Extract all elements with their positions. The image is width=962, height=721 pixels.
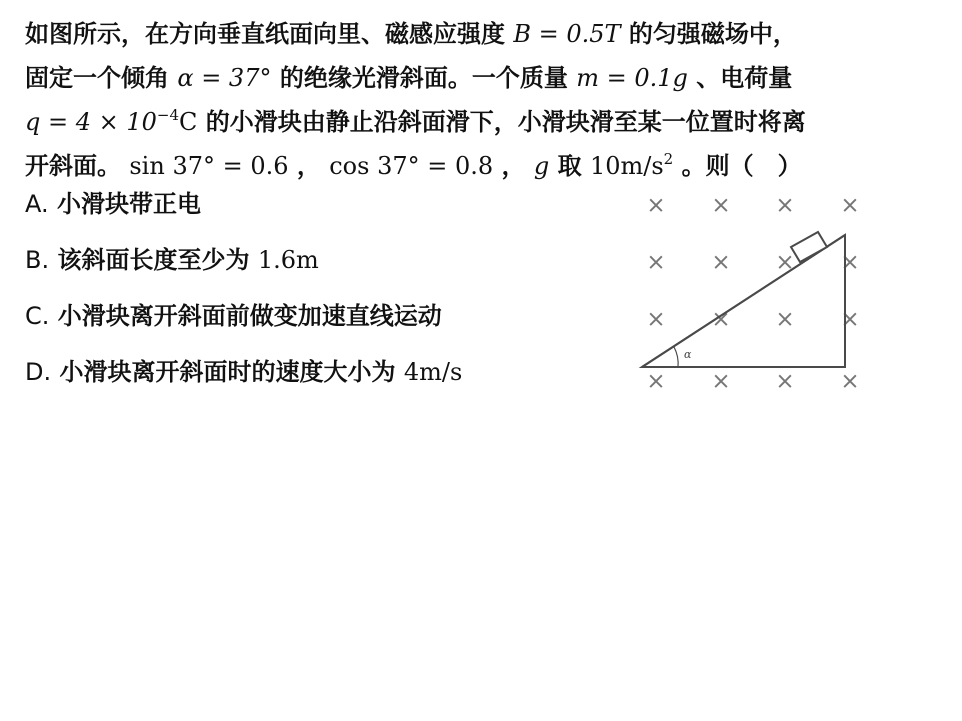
question-line-3 (25, 100, 945, 144)
field-x-icon: × (711, 192, 731, 219)
angle-label: α (684, 348, 692, 361)
sine-expression: sin 37° = 0.6 (129, 152, 289, 180)
question-text: 、电荷量 (696, 63, 793, 92)
gravity-value: 10m/s (589, 152, 664, 180)
question-text: 取 (557, 151, 582, 180)
incline-diagram (634, 190, 868, 394)
field-x-icon: × (775, 249, 795, 276)
question-text: 的小滑块由静止沿斜面滑下，小滑块滑至某一位置时将离 (205, 107, 806, 136)
question-text: 固定一个倾角 (25, 63, 169, 92)
field-x-icon: × (840, 192, 860, 219)
punctuation: ， (296, 151, 321, 180)
field-x-icon: × (711, 368, 731, 395)
question-line-4 (25, 144, 945, 188)
charge-exponent: −4 (156, 106, 180, 124)
gravity-exponent: 2 (663, 150, 674, 168)
option-c[interactable] (25, 296, 645, 336)
mass-expression: m = 0.1g (576, 64, 688, 92)
question-text: 的绝缘光滑斜面。一个质量 (279, 63, 568, 92)
field-x-icon: × (840, 249, 860, 276)
field-x-icon: × (840, 306, 860, 333)
angle-arc (674, 347, 678, 367)
option-letter: C. (25, 302, 50, 330)
angle-expression: α = 37° (177, 64, 272, 92)
option-text: 小滑块带正电 (56, 189, 201, 218)
answer-options (25, 184, 645, 408)
slider-block (791, 232, 827, 262)
cosine-expression: cos 37° = 0.8 (329, 152, 494, 180)
option-letter: B. (25, 246, 50, 274)
option-text: 小滑块离开斜面前做变加速直线运动 (57, 301, 442, 330)
charge-unit: C (179, 108, 198, 136)
field-x-icon: × (775, 368, 795, 395)
field-x-icon: × (711, 306, 731, 333)
option-text: 小滑块离开斜面时的速度大小为 (59, 357, 396, 386)
inclined-plane-figure (634, 190, 868, 394)
option-text: 该斜面长度至少为 (57, 245, 250, 274)
option-value: 4m/s (403, 358, 463, 386)
field-x-icon: × (840, 368, 860, 395)
punctuation: ， (501, 151, 526, 180)
field-x-icon: × (775, 306, 795, 333)
field-x-icon: × (711, 249, 731, 276)
field-x-icon: × (646, 249, 666, 276)
option-letter: A. (25, 190, 49, 218)
question-text: 如图所示，在方向垂直纸面向里、磁感应强度 (25, 19, 505, 48)
question-text: 开斜面。 (25, 151, 121, 180)
option-value: 1.6m (257, 246, 319, 274)
field-x-icon: × (775, 192, 795, 219)
option-b[interactable] (25, 240, 645, 280)
question-line-2 (25, 56, 945, 100)
field-x-icon: × (646, 192, 666, 219)
question-stem (25, 12, 945, 188)
option-letter: D. (25, 358, 52, 386)
field-x-icon: × (646, 306, 666, 333)
option-a[interactable] (25, 184, 645, 224)
field-x-icon: × (646, 368, 666, 395)
question-text: 。则（ ） (681, 151, 802, 180)
question-line-1 (25, 12, 945, 56)
gravity-symbol: g (533, 152, 550, 180)
option-d[interactable] (25, 352, 645, 392)
question-text: 的匀强磁场中， (628, 19, 797, 48)
charge-expression: q = 4 × 10 (25, 108, 157, 136)
magnetic-field-expression: B = 0.5T (513, 20, 621, 48)
